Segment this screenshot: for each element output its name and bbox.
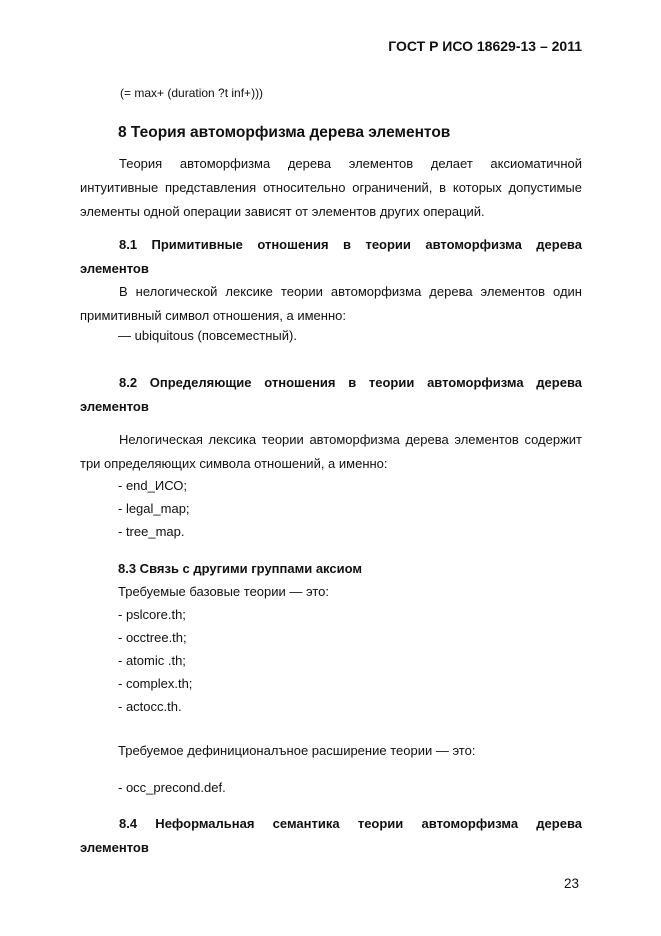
list-item: - actocc.th. <box>118 699 182 714</box>
paragraph-line: три определяющих символа отношений, а именно: <box>80 456 388 471</box>
list-item: - pslcore.th; <box>118 607 186 622</box>
section-8-3-extension-intro: Требуемое дефиниционалъное расширение теории — это: <box>118 743 476 758</box>
paragraph-line: интуитивные представления относительно ограничений, в которых допустимые <box>80 180 582 195</box>
list-item: — ubiquitous (повсеместный). <box>118 328 297 343</box>
section-8-2-paragraph <box>80 428 582 476</box>
list-item: - tree_map. <box>118 524 185 539</box>
list-item: - occtree.th; <box>118 630 187 645</box>
heading-line: элементов <box>80 399 149 414</box>
section-8-paragraph <box>80 152 582 224</box>
section-8-3-title: 8.3 Связь с другими группами аксиом <box>118 561 363 576</box>
section-8-title: 8 Теория автоморфизма дерева элементов <box>118 124 451 141</box>
code-line: (= max+ (duration ?t inf+))) <box>120 86 264 100</box>
paragraph-line: В нелогической лексике теории автоморфизма дерева элементов один <box>119 284 582 299</box>
page-number: 23 <box>563 876 579 891</box>
paragraph-line: Нелогическая лексика теории автоморфизма дерева элементов содержит <box>119 432 582 447</box>
paragraph-line: элементы одной операции зависят от элементов других операций. <box>80 204 485 219</box>
section-8-4-title <box>80 812 582 860</box>
section-8-3-intro: Требуемые базовые теории — это: <box>118 584 330 599</box>
section-8-1-paragraph <box>80 280 582 328</box>
list-item: - complex.th; <box>118 676 193 691</box>
section-8-2-title <box>80 371 582 419</box>
list-item: - atomic .th; <box>118 653 186 668</box>
heading-line: элементов <box>80 261 149 276</box>
heading-line: 8.1 Примитивные отношения в теории автоморфизма дерева <box>119 237 582 252</box>
heading-line: элементов <box>80 840 149 855</box>
paragraph-line: примитивный символ отношения, а именно: <box>80 308 346 323</box>
paragraph-line: Теория автоморфизма дерева элементов делает аксиоматичной <box>119 156 582 171</box>
section-8-1-title <box>80 233 582 281</box>
list-item: - legal_map; <box>118 501 190 516</box>
list-item: - end_ИСО; <box>118 478 188 493</box>
standard-header: ГОСТ Р ИСО 18629-13 – 2011 <box>388 38 582 54</box>
heading-line: 8.2 Определяющие отношения в теории автоморфизма дерева <box>119 375 582 390</box>
heading-line: 8.4 Неформальная семантика теории автоморфизма дерева <box>119 816 582 831</box>
list-item: - occ_precond.def. <box>118 780 226 795</box>
